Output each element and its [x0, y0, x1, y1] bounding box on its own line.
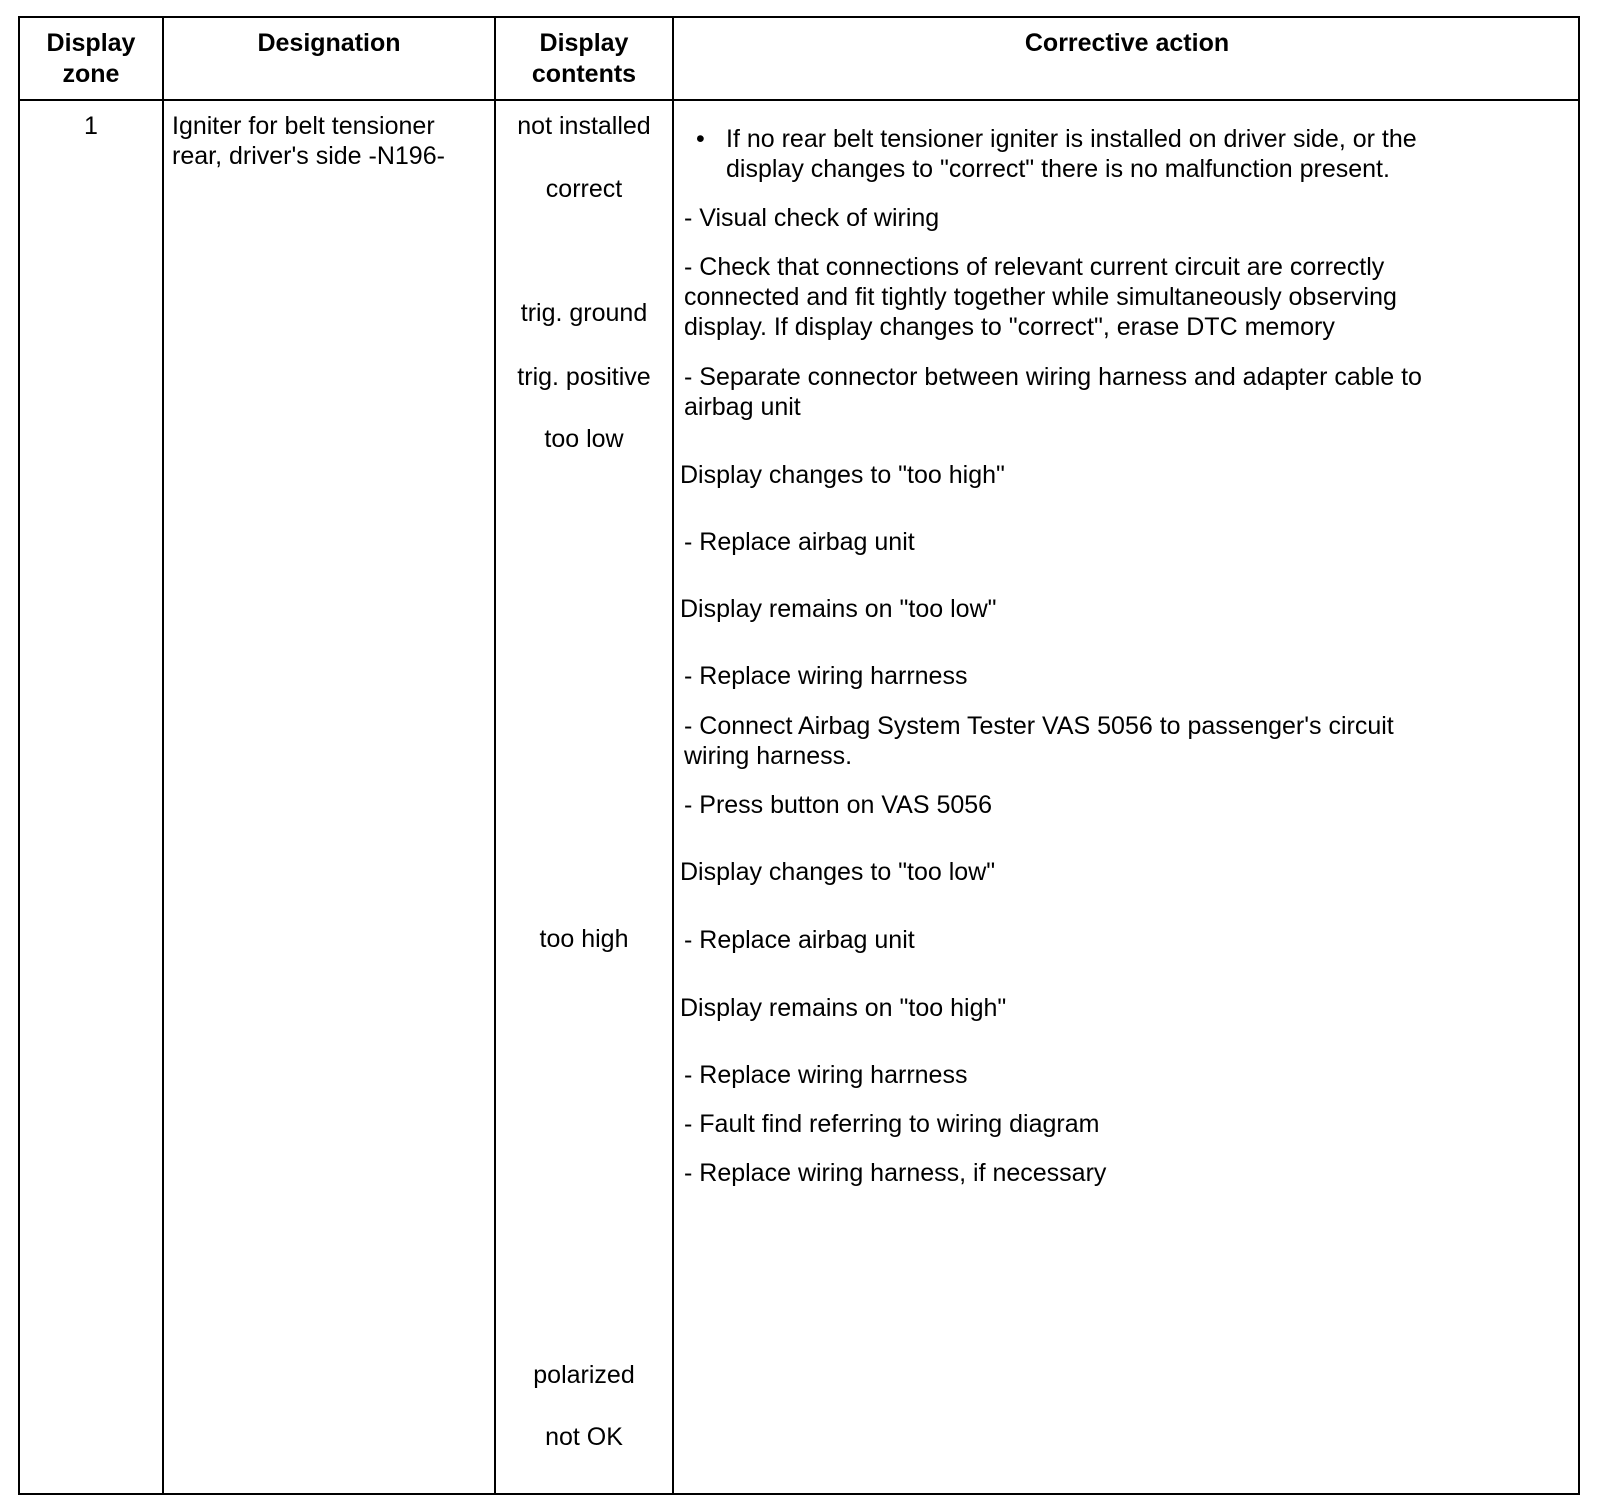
header-designation: Designation [257, 29, 401, 57]
display-zone-value: 1 [84, 112, 98, 140]
designation-line-2: rear, driver's side -N196- [172, 142, 445, 170]
action-connect-tester-2: wiring harness. [684, 742, 853, 770]
content-not-installed: not installed [517, 112, 651, 140]
action-visual-check: - Visual check of wiring [684, 204, 940, 232]
action-separate-connector-1: - Separate connector between wiring harness and adapter cable to [684, 363, 1422, 391]
action-check-connections-2: connected and fit tightly together while simultaneously observing [684, 283, 1397, 311]
action-bullet-line-2: display changes to "correct" there is no malfunction present. [726, 155, 1390, 183]
action-display-changes-too-high: Display changes to "too high" [680, 461, 1005, 489]
action-replace-airbag-unit-1: - Replace airbag unit [684, 528, 915, 556]
content-trig-positive: trig. positive [517, 363, 651, 391]
column-divider [494, 18, 496, 1493]
header-display-contents-line2: contents [531, 60, 637, 88]
content-too-high: too high [539, 925, 629, 953]
action-replace-wiring-harness-if-necessary: - Replace wiring harness, if necessary [684, 1159, 1107, 1187]
content-polarized: polarized [533, 1361, 635, 1389]
column-divider [672, 18, 674, 1493]
action-display-remains-too-low: Display remains on "too low" [680, 595, 997, 623]
action-replace-wiring-harrness-1: - Replace wiring harrness [684, 662, 968, 690]
action-separate-connector-2: airbag unit [684, 393, 801, 421]
corrective-action-table [18, 16, 1580, 1495]
bullet-icon: • [696, 125, 705, 153]
header-display-contents [496, 28, 672, 90]
header-display-zone-line2: zone [62, 60, 120, 88]
header-display-zone [20, 28, 162, 90]
header-divider [20, 99, 1578, 101]
content-not-ok: not OK [545, 1423, 623, 1451]
action-display-changes-too-low: Display changes to "too low" [680, 858, 996, 886]
action-check-connections-1: - Check that connections of relevant current circuit are correctly [684, 253, 1385, 281]
content-trig-ground: trig. ground [520, 299, 648, 327]
action-display-remains-too-high: Display remains on "too high" [680, 994, 1007, 1022]
content-too-low: too low [544, 425, 624, 453]
action-check-connections-3: display. If display changes to "correct", erase DTC memory [684, 313, 1335, 341]
action-replace-wiring-harrness-2: - Replace wiring harrness [684, 1061, 968, 1089]
header-corrective-action: Corrective action [1024, 29, 1230, 57]
action-replace-airbag-unit-2: - Replace airbag unit [684, 926, 915, 954]
column-divider [162, 18, 164, 1493]
designation-line-1: Igniter for belt tensioner [172, 112, 435, 140]
header-display-zone-line1: Display [46, 29, 136, 57]
header-display-contents-line1: Display [539, 29, 629, 57]
action-connect-tester-1: - Connect Airbag System Tester VAS 5056 to passenger's circuit [684, 712, 1394, 740]
action-fault-find: - Fault find referring to wiring diagram [684, 1110, 1100, 1138]
content-correct: correct [545, 175, 623, 203]
action-bullet-line-1: If no rear belt tensioner igniter is installed on driver side, or the [726, 125, 1417, 153]
action-press-button: - Press button on VAS 5056 [684, 791, 993, 819]
